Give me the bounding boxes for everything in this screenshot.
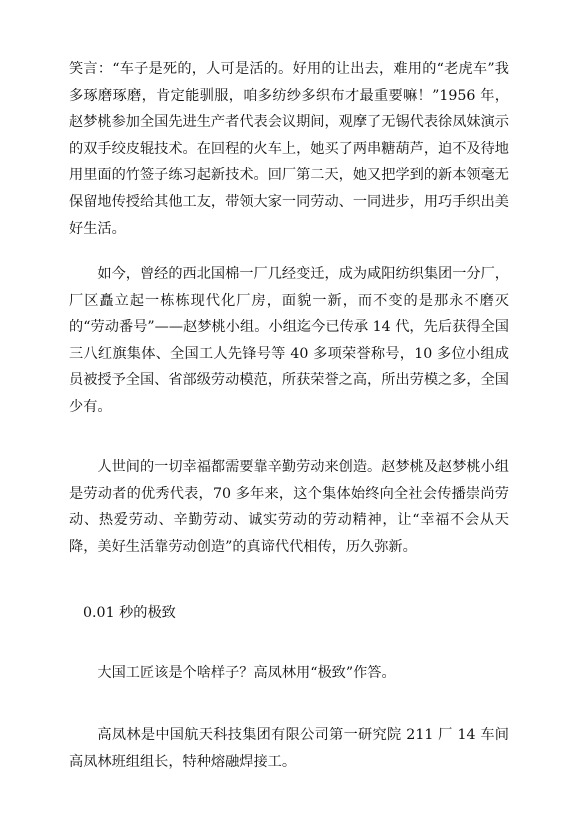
paragraph-factory-today: 如今，曾经的西北国棉一厂几经变迁，成为咸阳纺织集团一分厂，厂区矗立起一栋栋现代化厂房，面貌一新，而不变的是那永不磨灭的“劳动番号”——赵梦桃小组。小组迄今已传承 14 代，先后获得全国三八红旗集体、全国工人先锋号等 40 多项荣誉称号，10 多位小组成员被授予全国、省部级劳动模范，所获荣誉之高，所出劳模之多，全国少有。 [69, 266, 509, 415]
paragraph-gao-fenglin-intro: 高凤林是中国航天科技集团有限公司第一研究院 211 厂 14 车间高凤林班组组长，特种熔融焊接工。 [69, 727, 509, 770]
section-heading: 0.01 秒的极致 [83, 605, 176, 621]
paragraph-craftsman-question: 大国工匠该是个啥样子？高凤林用“极致”作答。 [97, 665, 396, 681]
paragraph-labor-spirit: 人世间的一切幸福都需要靠辛勤劳动来创造。赵梦桃及赵梦桃小组是劳动者的优秀代表，70 多年来，这个集体始终向全社会传播崇尚劳动、热爱劳动、辛勤劳动、诚实劳动的劳动精神，让“幸福不会从天降，美好生活靠劳动创造”的真谛代代相传，历久弥新。 [69, 459, 509, 555]
paragraph-zhao-mengtao-story: 笑言：“车子是死的，人可是活的。好用的让出去，难用的“老虎车”我多琢磨琢磨，肯定能驯服，咱多纺纱多织布才最重要嘛！”1956 年，赵梦桃参加全国先进生产者代表会议期间，观摩了无锡代表徐凤妹演示的双手绞皮辊技术。在回程的火车上，她买了两串糖葫芦，迫不及待地用里面的竹签子练习起新技术。回厂第二天，她又把学到的新本领毫无保留地传授给其他工友，带领大家一同劳动、一同进步，用巧手织出美好生活。 [69, 61, 509, 237]
